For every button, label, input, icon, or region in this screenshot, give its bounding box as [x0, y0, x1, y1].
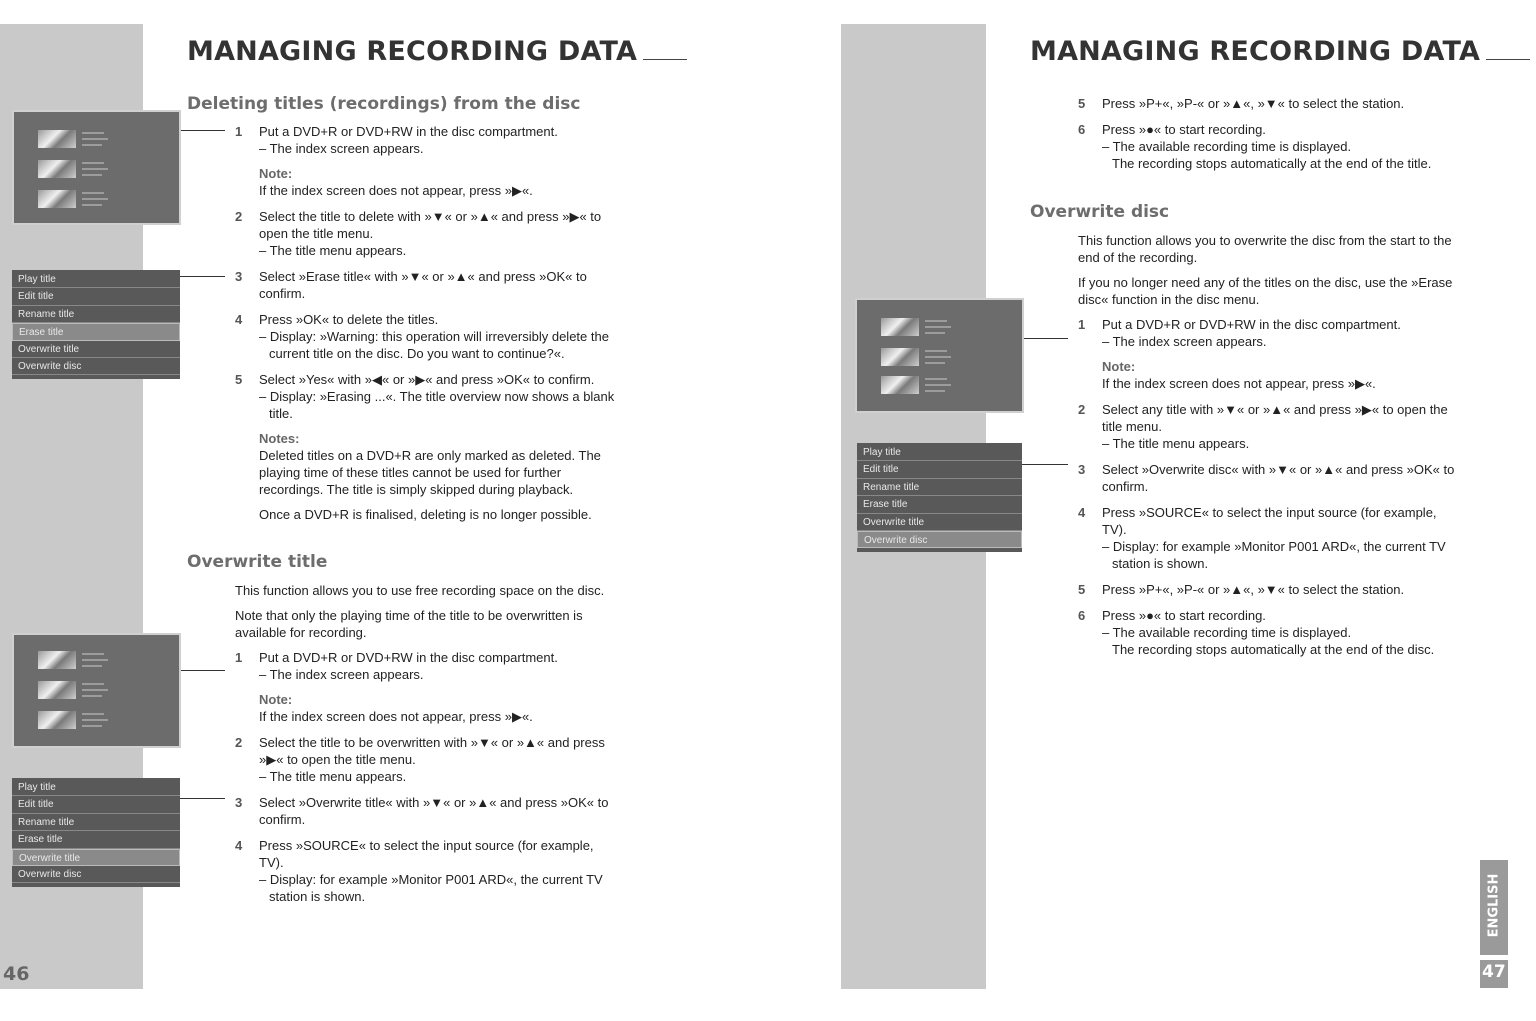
page-title-text: MANAGING RECORDING DATA — [187, 36, 638, 67]
page-title-right — [1030, 36, 1530, 67]
step: 1 Put a DVD+R or DVD+RW in the disc compartment. – The index screen appears. Note: If the index screen does not appear, press »▶«. — [1078, 317, 1401, 391]
thumbnail — [38, 681, 76, 699]
menu-item: Erase title — [857, 496, 1022, 513]
callout-line — [181, 670, 225, 671]
menu-item: Play title — [857, 444, 1022, 461]
step: 2 Select any title with »▼« or »▲« and press »▶« to open the title menu. – The title menu appears. — [1078, 402, 1448, 451]
menu-item: Overwrite disc — [12, 358, 180, 375]
step: 1 Put a DVD+R or DVD+RW in the disc compartment. – The index screen appears. Note: If the index screen does not appear, press »▶«. — [235, 124, 558, 198]
title-menu-image — [12, 778, 180, 887]
menu-item-selected: Overwrite disc — [857, 531, 1022, 548]
step: 4 Press »SOURCE« to select the input source (for example, TV). – Display: for example »Monitor P001 ARD«, the current TV station is shown. — [235, 838, 603, 904]
thumbnail — [38, 190, 76, 208]
callout-line — [180, 276, 225, 277]
language-tab-label: ENGLISH — [1486, 873, 1502, 938]
thumbnail — [881, 318, 919, 336]
step: 1 Put a DVD+R or DVD+RW in the disc compartment. – The index screen appears. Note: If the index screen does not appear, press »▶«. — [235, 650, 558, 724]
callout-line — [1024, 338, 1068, 339]
thumbnail — [881, 348, 919, 366]
step: 3 Select »Erase title« with »▼« or »▲« and press »OK« to confirm. — [235, 269, 587, 301]
menu-item: Erase title — [12, 831, 180, 848]
menu-item: Overwrite title — [12, 341, 180, 358]
step: 3 Select »Overwrite title« with »▼« or »▲« and press »OK« to confirm. — [235, 795, 609, 827]
menu-item: Edit title — [12, 796, 180, 813]
index-screen-image — [12, 633, 181, 748]
section-heading: Overwrite title — [187, 552, 328, 572]
step: 5 Select »Yes« with »◀« or »▶« and press »OK« to confirm. – Display: »Erasing ...«. The title overview now shows a blank title. Notes: Deleted titles on a DVD+R are only marked as deleted. The playing time of these titles cannot be used for further recordings. The title is simply skipped during playback. Once a DVD+R is finalised, deleting is no longer possible. — [235, 372, 615, 522]
step: 5 Press »P+«, »P-« or »▲«, »▼« to select the station. — [1078, 582, 1405, 597]
step: 5 Press »P+«, »P-« or »▲«, »▼« to select the station. — [1078, 96, 1405, 111]
section-steps — [235, 123, 621, 532]
menu-item: Play title — [12, 779, 180, 796]
menu-item-selected: Overwrite title — [12, 849, 180, 866]
title-rule — [1486, 58, 1530, 60]
menu-item: Rename title — [857, 479, 1022, 496]
menu-item: Edit title — [857, 461, 1022, 478]
callout-line — [180, 798, 225, 799]
step: 4 Press »OK« to delete the titles. – Display: »Warning: this operation will irreversibly delete the current title on the disc. Do you want to continue?«. — [235, 312, 609, 361]
step: 6 Press »●« to start recording. – The available recording time is displayed. The recording stops automatically at the end of the disc. — [1078, 608, 1435, 657]
page-number-left: 46 — [3, 963, 30, 985]
page-title-left — [187, 36, 687, 67]
thumbnail — [38, 711, 76, 729]
callout-line — [1022, 464, 1068, 465]
title-menu-image — [12, 270, 180, 379]
callout-line — [181, 130, 225, 131]
language-tab — [1480, 860, 1508, 955]
menu-item: Edit title — [12, 288, 180, 305]
thumbnail — [38, 651, 76, 669]
step: 6 Press »●« to start recording. – The available recording time is displayed. The recording stops automatically at the end of the title. — [1078, 122, 1432, 171]
menu-item-selected: Erase title — [12, 323, 180, 340]
section-heading: Deleting titles (recordings) from the disc — [187, 94, 581, 114]
thumbnail — [38, 130, 76, 148]
page-number-right: 47 — [1482, 962, 1506, 982]
thumbnail — [881, 376, 919, 394]
section-steps: This function allows you to overwrite the disc from the start to the end of the recording. If you no longer need any of the titles on the disc, use the »Erase disc« function in the disc menu. 1 Put a DVD+R or DVD+RW in the disc compartment. – The index screen appears. Note: If the index screen does not appear, press »▶«. 2 Select any title with »▼« or »▲« and press »▶« to open the title menu. – The title menu appears. 3 Select »Overwrite disc« with »▼« or »▲« and press »OK« to confirm. 4 Press »SOURCE« to select the input source (for example, TV). – Display: for example »Monitor P001 ARD«, the current TV station is shown. 5 Press »P+«, »P-« or »▲«, »▼« to select the station. 6 Press »●« to start recording. – The available recording time is displayed. The recording stops automatically at the end of the disc. — [1078, 232, 1464, 667]
menu-item: Overwrite title — [857, 514, 1022, 531]
page-title-text: MANAGING RECORDING DATA — [1030, 36, 1481, 67]
title-menu-image — [857, 443, 1022, 552]
step: 2 Select the title to delete with »▼« or »▲« and press »▶« to open the title menu. – The title menu appears. — [235, 209, 602, 258]
menu-item: Overwrite disc — [12, 866, 180, 883]
index-screen-image — [12, 110, 181, 225]
index-screen-image — [855, 298, 1024, 413]
menu-item: Rename title — [12, 306, 180, 323]
continued-steps — [1078, 95, 1464, 181]
step: 4 Press »SOURCE« to select the input source (for example, TV). – Display: for example »Monitor P001 ARD«, the current TV station is shown. — [1078, 505, 1446, 571]
page-number-right-box — [1480, 960, 1508, 988]
section-steps: This function allows you to use free recording space on the disc. Note that only the playing time of the title to be overwritten is available for recording. 1 Put a DVD+R or DVD+RW in the disc compartment. – The index screen appears. Note: If the index screen does not appear, press »▶«. 2 Select the title to be overwritten with »▼« or »▲« and press »▶« to open the title menu. – The title menu appears. 3 Select »Overwrite title« with »▼« or »▲« and press »OK« to confirm. 4 Press »SOURCE« to select the input source (for example, TV). – Display: for example »Monitor P001 ARD«, the current TV station is shown. — [235, 582, 621, 914]
section-heading: Overwrite disc — [1030, 202, 1170, 222]
step: 2 Select the title to be overwritten with »▼« or »▲« and press »▶« to open the title menu. – The title menu appears. — [235, 735, 605, 784]
step: 3 Select »Overwrite disc« with »▼« or »▲« and press »OK« to confirm. — [1078, 462, 1455, 494]
title-rule — [643, 58, 687, 60]
thumbnail — [38, 160, 76, 178]
menu-item: Play title — [12, 271, 180, 288]
menu-item: Rename title — [12, 814, 180, 831]
